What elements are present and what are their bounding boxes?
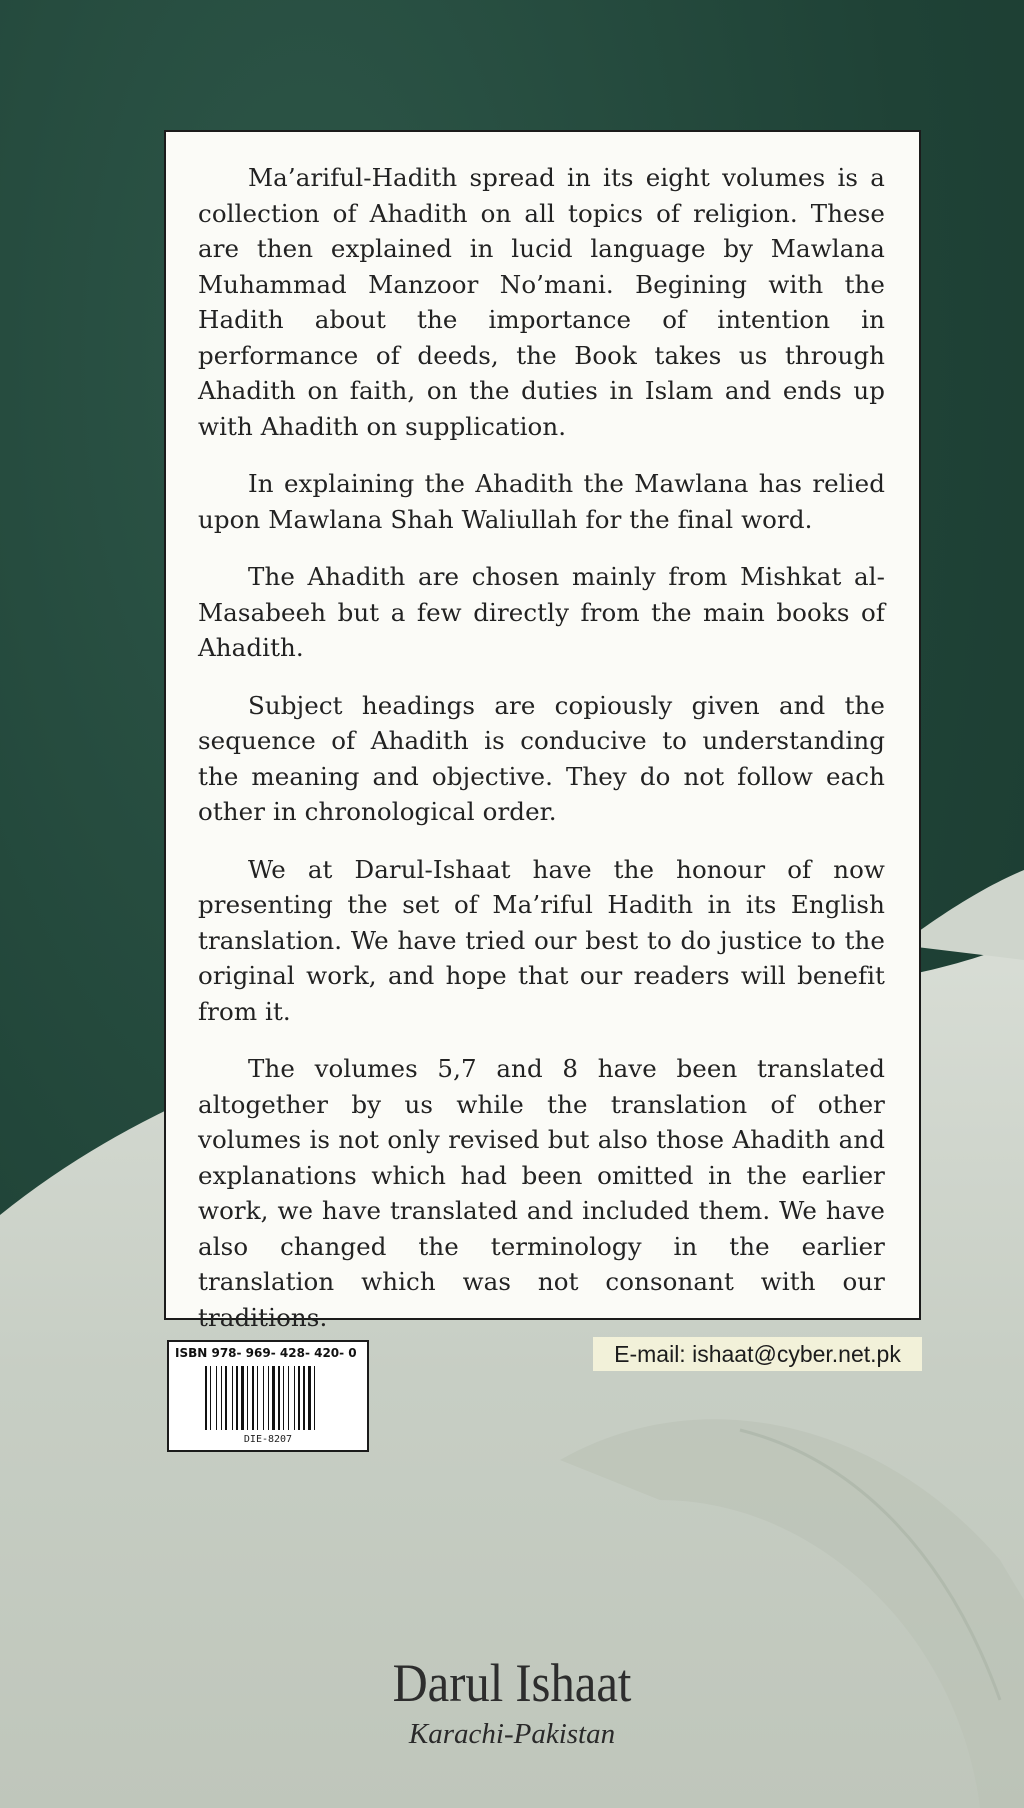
barcode-icon [205, 1366, 331, 1430]
description-paragraph-3: The Ahadith are chosen mainly from Mishkat al-Masabeeh but a few directly from the main books of Ahadith. [198, 562, 885, 662]
email-contact: E-mail: ishaat@cyber.net.pk [593, 1337, 922, 1371]
publisher-location: Karachi-Pakistan [408, 1718, 616, 1750]
isbn-barcode-box [167, 1340, 369, 1452]
description-paragraph-2: In explaining the Ahadith the Mawlana has relied upon Mawlana Shah Waliullah for the final word. [198, 469, 885, 534]
description-paragraph-4: Subject headings are copiously given and the sequence of Ahadith is conducive to understanding the meaning and objective. They do not follow each other in chronological order. [198, 690, 885, 826]
description-panel [164, 130, 921, 1332]
description-paragraph-1: Ma’ariful-Hadith spread in its eight volumes is a collection of Ahadith on all topics of religion. These are then explained in lucid language by Mawlana Muhammad Manzoor No’mani. Begining with the Hadith about the importance of intention in performance of deeds, the Book takes us through Ahadith on faith, on the duties in Islam and ends up with Ahadith on supplication. [198, 163, 885, 441]
barcode-code: DIE-8207 [243, 1434, 293, 1445]
isbn-label: ISBN 978- 969- 428- 420- 0 [175, 1346, 357, 1360]
description-paragraph-6: The volumes 5,7 and 8 have been translated altogether by us while the translation of other volumes is not only revised but also those Ahadith and explanations which had been omitted in the earlier work, we have translated and included them. We have also changed the terminology in the earlier translation which was not consonant with our traditions. [198, 1054, 885, 1332]
description-paragraph-5: We at Darul-Ishaat have the honour of now presenting the set of Ma’riful Hadith in its English translation. We have tried our best to do justice to the original work, and hope that our readers will benefit from it. [198, 854, 885, 1026]
publisher-name: Darul Ishaat [392, 1653, 632, 1713]
